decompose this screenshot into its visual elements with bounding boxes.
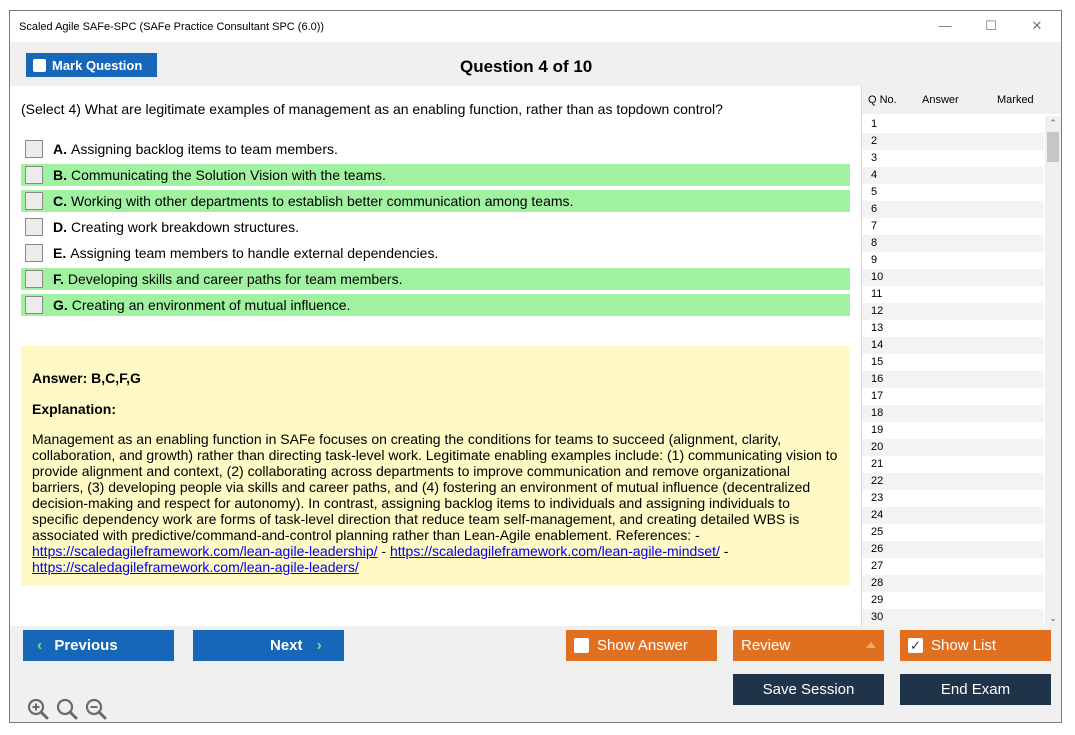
- question-list-row[interactable]: 28: [862, 575, 1044, 592]
- question-list-row[interactable]: 24: [862, 507, 1044, 524]
- minimize-button[interactable]: —: [938, 18, 952, 33]
- maximize-button[interactable]: ☐: [985, 18, 997, 33]
- app-window: [9, 10, 1062, 723]
- option-b[interactable]: [21, 164, 850, 186]
- end-exam-button[interactable]: End Exam: [900, 674, 1051, 705]
- option-text: Developing skills and career paths for team members.: [67, 271, 403, 287]
- option-letter: F.: [53, 271, 64, 287]
- question-list-row[interactable]: 21: [871, 458, 884, 470]
- next-label: Next: [270, 637, 303, 654]
- question-list: [862, 116, 1044, 626]
- window-title: Scaled Agile SAFe-SPC (SAFe Practice Consultant SPC (6.0)): [19, 21, 325, 33]
- reference-separator: -: [377, 543, 390, 559]
- option-checkbox[interactable]: [25, 296, 43, 314]
- checkmark-icon: ✓: [908, 638, 923, 653]
- option-g[interactable]: [21, 294, 850, 316]
- question-list-row[interactable]: 15: [871, 356, 884, 368]
- answer-line: Answer: B,C,F,G: [32, 370, 141, 386]
- column-qno: Q No.: [868, 94, 897, 106]
- question-list-header: [862, 86, 1061, 114]
- mark-question-label: Mark Question: [52, 57, 143, 73]
- answer-explanation-panel: [21, 346, 850, 586]
- question-header: [10, 42, 1061, 86]
- option-letter: C.: [53, 193, 67, 209]
- chevron-right-icon: ›: [316, 636, 322, 654]
- zoom-out-icon[interactable]: [85, 698, 107, 720]
- question-list-row[interactable]: 14: [862, 337, 1044, 354]
- question-list-row[interactable]: 1: [871, 118, 878, 130]
- question-list-row[interactable]: 25: [871, 526, 884, 538]
- question-list-row[interactable]: 18: [862, 405, 1044, 422]
- option-checkbox[interactable]: [25, 140, 43, 158]
- footer-toolbar: [10, 626, 1061, 723]
- review-label: Review: [741, 637, 791, 654]
- option-text: Working with other departments to establish better communication among teams.: [71, 193, 574, 209]
- option-checkbox[interactable]: [25, 270, 43, 288]
- option-e[interactable]: [21, 242, 850, 264]
- question-list-row[interactable]: 26: [862, 541, 1044, 558]
- close-button[interactable]: ✕: [1031, 18, 1043, 33]
- question-list-row[interactable]: 16: [862, 371, 1044, 388]
- reference-separator: -: [719, 543, 729, 559]
- question-counter: Question 4 of 10: [460, 57, 593, 76]
- option-a[interactable]: [21, 138, 850, 160]
- option-letter: D.: [53, 219, 67, 235]
- save-session-button[interactable]: Save Session: [733, 674, 884, 705]
- option-d[interactable]: [21, 216, 850, 238]
- explanation-body: [32, 431, 839, 575]
- option-letter: G.: [53, 297, 68, 313]
- question-list-panel: [861, 86, 1061, 626]
- question-list-row[interactable]: 22: [862, 473, 1044, 490]
- show-list-label: Show List: [931, 637, 997, 654]
- explanation-heading: Explanation:: [32, 401, 117, 417]
- references-label: References: -: [615, 527, 700, 543]
- reference-link-3[interactable]: https://scaledagileframework.com/lean-agile-leaders/: [32, 559, 359, 575]
- chevron-left-icon: ‹: [37, 636, 43, 654]
- show-answer-button[interactable]: [566, 630, 717, 661]
- question-list-row[interactable]: 17: [871, 390, 884, 402]
- option-text: Communicating the Solution Vision with the teams.: [71, 167, 386, 183]
- column-answer: Answer: [922, 94, 959, 106]
- question-list-row[interactable]: 9: [871, 254, 878, 266]
- question-list-row[interactable]: 4: [862, 167, 1044, 184]
- option-letter: A.: [53, 141, 67, 157]
- question-list-row[interactable]: 7: [871, 220, 878, 232]
- option-text: Creating work breakdown structures.: [71, 219, 299, 235]
- option-letter: B.: [53, 167, 67, 183]
- question-list-row[interactable]: 8: [862, 235, 1044, 252]
- column-marked: Marked: [997, 94, 1034, 106]
- option-c[interactable]: [21, 190, 850, 212]
- question-list-row[interactable]: 5: [871, 186, 878, 198]
- question-list-row[interactable]: 27: [871, 560, 884, 572]
- dropdown-arrow-icon: [866, 642, 876, 648]
- title-bar: [10, 11, 1061, 42]
- option-checkbox[interactable]: [25, 244, 43, 262]
- question-list-row[interactable]: 2: [862, 133, 1044, 150]
- checkbox-icon: [33, 59, 46, 72]
- show-answer-label: Show Answer: [597, 637, 688, 654]
- option-checkbox[interactable]: [25, 166, 43, 184]
- option-text: Creating an environment of mutual influence.: [71, 297, 351, 313]
- next-button[interactable]: [193, 630, 344, 661]
- question-list-row[interactable]: 30: [862, 609, 1044, 626]
- question-list-row[interactable]: 12: [862, 303, 1044, 320]
- scroll-down-icon[interactable]: ⌄: [1049, 613, 1057, 623]
- show-list-button[interactable]: [900, 630, 1051, 661]
- option-checkbox[interactable]: [25, 218, 43, 236]
- option-text: Assigning backlog items to team members.: [71, 141, 338, 157]
- question-list-row[interactable]: 13: [871, 322, 884, 334]
- scroll-up-icon[interactable]: ⌃: [1049, 118, 1057, 128]
- question-text: (Select 4) What are legitimate examples of management as an enabling function, rather than as topdown control?: [21, 101, 723, 117]
- question-list-row[interactable]: 29: [871, 594, 884, 606]
- question-panel: [10, 86, 861, 626]
- explanation-text: Management as an enabling function in SAFe focuses on creating the conditions for teams to succeed (alignment, clarity, collaboration, and growth) rather than directing task-level work. Legitimate enabling examples include: (1) communicating vision to provide alignment and context, (2) collaborating across departments to improve communication and remove organizational barriers, (3) developing people via skills and career paths, and (4) fostering an environment of mutual influence (decentralized decision-making and respect for autonomy). In contrast, assigning backlog items to individuals and assigning individuals to specific dependency work are forms of task-level direction that reduce team self-management, and creating detailed WBS is associated with predictive/command-and-control planning rather than Lean-Agile enablement.: [32, 431, 838, 543]
- checkbox-icon: [574, 638, 589, 653]
- question-list-row[interactable]: 11: [871, 288, 883, 300]
- zoom-in-icon[interactable]: [27, 698, 49, 720]
- option-f[interactable]: [21, 268, 850, 290]
- question-list-row[interactable]: 3: [871, 152, 878, 164]
- reference-link-1[interactable]: https://scaledagileframework.com/lean-agile-leadership/: [32, 543, 378, 559]
- reference-link-2[interactable]: https://scaledagileframework.com/lean-agile-mindset/: [389, 543, 720, 559]
- mark-question-button[interactable]: [26, 53, 157, 77]
- question-list-row[interactable]: 19: [871, 424, 884, 436]
- zoom-reset-icon[interactable]: [56, 698, 78, 720]
- scroll-thumb[interactable]: [1047, 132, 1059, 162]
- previous-button[interactable]: [23, 630, 174, 661]
- question-list-scrollbar[interactable]: [1045, 116, 1061, 626]
- review-dropdown[interactable]: [733, 630, 884, 661]
- option-checkbox[interactable]: [25, 192, 43, 210]
- option-text: Assigning team members to handle external dependencies.: [70, 245, 439, 261]
- previous-label: Previous: [54, 637, 118, 654]
- question-list-row[interactable]: 20: [862, 439, 1044, 456]
- question-list-row[interactable]: 23: [871, 492, 884, 504]
- question-list-row[interactable]: 10: [862, 269, 1044, 286]
- question-list-row[interactable]: 6: [862, 201, 1044, 218]
- option-letter: E.: [53, 245, 67, 261]
